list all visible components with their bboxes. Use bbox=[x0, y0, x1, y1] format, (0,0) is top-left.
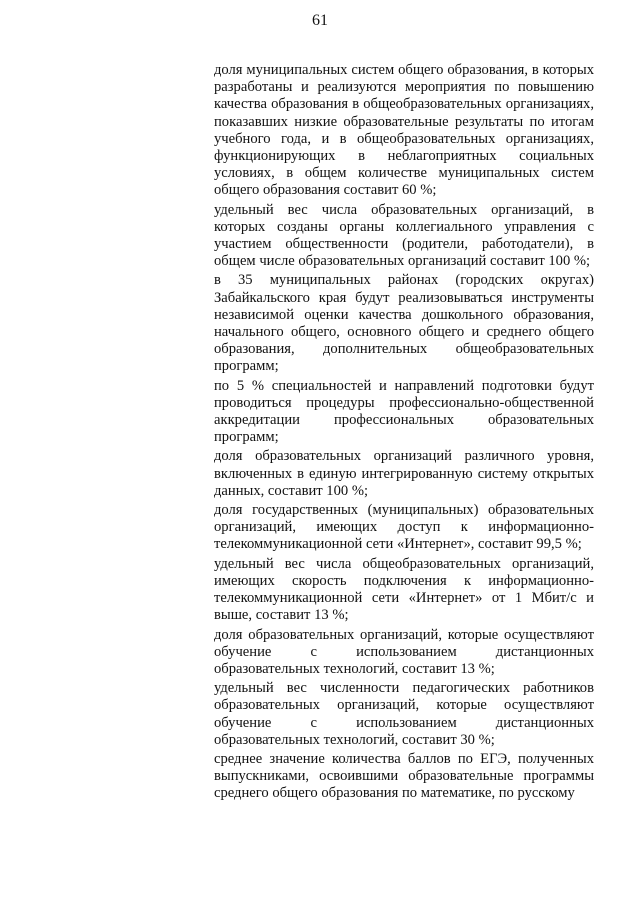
paragraph: удельный вес числа образовательных организаций, в которых созданы органы коллегиального управления с участием общественности (родители, работодатели), в общем числе образовательных организаций составит 100 %; bbox=[214, 201, 594, 270]
page-number: 61 bbox=[312, 12, 328, 29]
document-body bbox=[214, 62, 594, 805]
paragraph: доля муниципальных систем общего образования, в которых разработаны и реализуются мероприятия по повышению качества образования в общеобразовательных организациях, показавших низкие образовательные результаты по итогам учебного года, и в общеобразовательных организациях, функционирующих в неблагоприятных социальных условиях, в общем количестве муниципальных систем общего образования составит 60 %; bbox=[214, 62, 594, 199]
paragraph: доля образовательных организаций различного уровня, включенных в единую интегрированную систему открытых данных, составит 100 %; bbox=[214, 448, 594, 499]
paragraph: среднее значение количества баллов по ЕГЭ, полученных выпускниками, освоившими образовательные программы среднего общего образования по математике, по русскому bbox=[214, 750, 594, 802]
paragraph: доля образовательных организаций, которые осуществляют обучение с использованием дистанционных образовательных технологий, составит 13 %; bbox=[214, 626, 594, 677]
paragraph: в 35 муниципальных районах (городских округах) Забайкальского края будут реализовываться инструменты независимой оценки качества дошкольного образования, начального общего, основного общего и среднего общего образования, дополнительных общеобразовательных программ; bbox=[214, 272, 594, 375]
paragraph: удельный вес числа общеобразовательных организаций, имеющих скорость подключения к информационно-телекоммуникационной сети «Интернет» от 1 Мбит/с и выше, составит 13 %; bbox=[214, 555, 594, 624]
paragraph: удельный вес численности педагогических работников образовательных организаций, которые осуществляют обучение с использованием дистанционных образовательных технологий, составит 30 %; bbox=[214, 680, 594, 748]
paragraph: доля государственных (муниципальных) образовательных организаций, имеющих доступ к информационно-телекоммуникационной сети «Интернет», составит 99,5 %; bbox=[214, 502, 594, 553]
paragraph: по 5 % специальностей и направлений подготовки будут проводиться процедуры профессионально-общественной аккредитации профессиональных образовательных программ; bbox=[214, 377, 594, 446]
